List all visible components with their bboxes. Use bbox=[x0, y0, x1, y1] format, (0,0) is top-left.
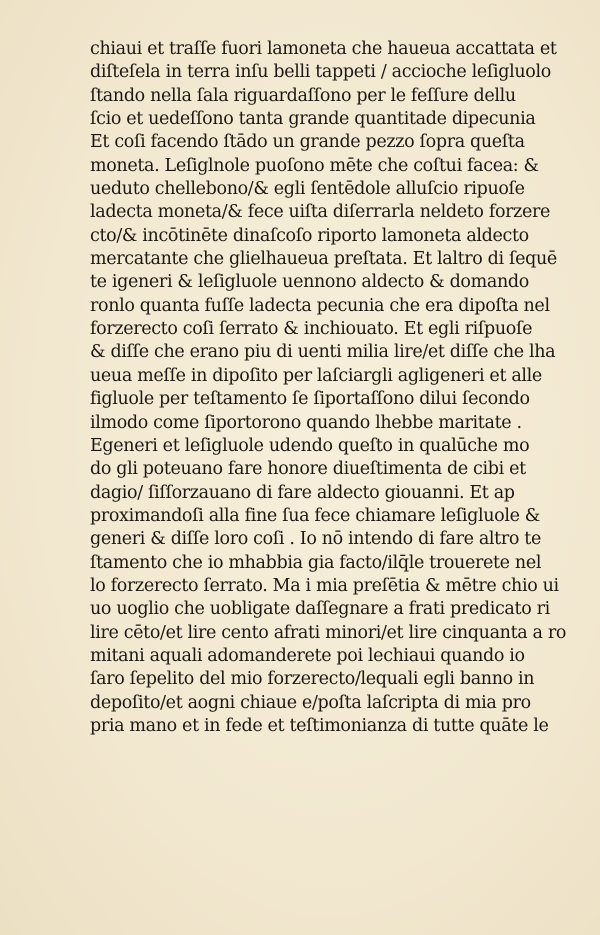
text-line-23: ſtamento che io mhabbia gia facto/ilq̄le trouerete nel bbox=[90, 552, 542, 573]
text-line-2: diſteſela in terra inſu belli tappeti / accioche leſigluolo bbox=[90, 62, 551, 83]
text-line-1: chiaui et traſſe fuori lamoneta che haueua accattata et bbox=[90, 39, 557, 59]
text-line-25: uo uoglio che uobligate daſſegnare a frati predicato ri bbox=[90, 599, 550, 620]
text-line-8: ladecta moneta/& fece uiſta diſerrarla neldeto forzere bbox=[90, 202, 551, 223]
text-line-10: mercatante che glielhaueua preſtata. Et laltro di ſequē bbox=[90, 249, 557, 270]
text-line-24: lo forzerecto ſerrato. Ma i mia preſētia & mētre chio ui bbox=[90, 575, 559, 596]
text-line-18: Egeneri et leſigluole udendo queſto in qualūche mo bbox=[90, 435, 530, 456]
text-line-21: proximandoſi alla fine ſua fece chiamare leſigluole & bbox=[90, 505, 541, 526]
text-line-22: generi & diſſe loro coſi . Io nō intendo di fare altro te bbox=[90, 529, 541, 550]
text-line-27: mitani aquali adomanderete poi lechiaui quando io bbox=[90, 645, 525, 666]
text-line-14: & diſſe che erano piu di uenti milia lire/et diſſe che lha bbox=[90, 342, 556, 363]
text-line-5: Et coſi facendo ſtādo un grande pezzo ſopra queſta bbox=[90, 132, 525, 153]
text-line-20: dagio/ ſiſſorzauano di fare aldecto giouanni. Et ap bbox=[90, 482, 515, 503]
text-line-26: lire cēto/et lire cento afrati minori/et lire cinquanta a ro bbox=[90, 622, 567, 643]
page-text-block bbox=[90, 38, 567, 738]
text-line-4: ſcio et uedeſſono tanta grande quantitade dipecunia bbox=[90, 109, 536, 130]
text-line-6: moneta. Leſiglnole puoſono mēte che coſtui facea: & bbox=[90, 155, 539, 176]
text-line-29: depoſito/et aogni chiaue e/poſta laſcripta di mia pro bbox=[90, 692, 531, 713]
text-line-28: ſaro ſepelito del mio forzerecto/lequali egli banno in bbox=[90, 669, 535, 690]
text-line-3: ſtando nella ſala riguardaſſono per le feſſure dellu bbox=[90, 85, 516, 106]
text-line-19: do gli poteuano fare honore diueſtimenta de cibi et bbox=[90, 459, 526, 480]
text-line-7: ueduto chellebono/& egli ſentēdole alluſcio ripuoſe bbox=[90, 179, 525, 200]
text-line-17: ilmodo come ſiportorono quando lhebbe maritate . bbox=[90, 412, 522, 433]
text-line-12: ronlo quanta fuſſe ladecta pecunia che era dipoſta nel bbox=[90, 295, 550, 316]
text-line-16: figluole per teſtamento ſe ſiportaſſono dilui ſecondo bbox=[90, 389, 530, 410]
text-line-13: forzerecto coſi ſerrato & inchiouato. Et egli riſpuoſe bbox=[90, 319, 533, 340]
text-line-30: pria mano et in fede et teſtimonianza di tutte quāte le bbox=[90, 715, 549, 736]
text-line-9: cto/& incōtinēte dinaſcoſo riporto lamoneta aldecto bbox=[90, 225, 529, 246]
text-line-15: ueua meſſe in dipoſito per laſciargli agligeneri et alle bbox=[90, 365, 542, 386]
text-line-11: te igeneri & leſigluole uennono aldecto & domando bbox=[90, 272, 529, 293]
